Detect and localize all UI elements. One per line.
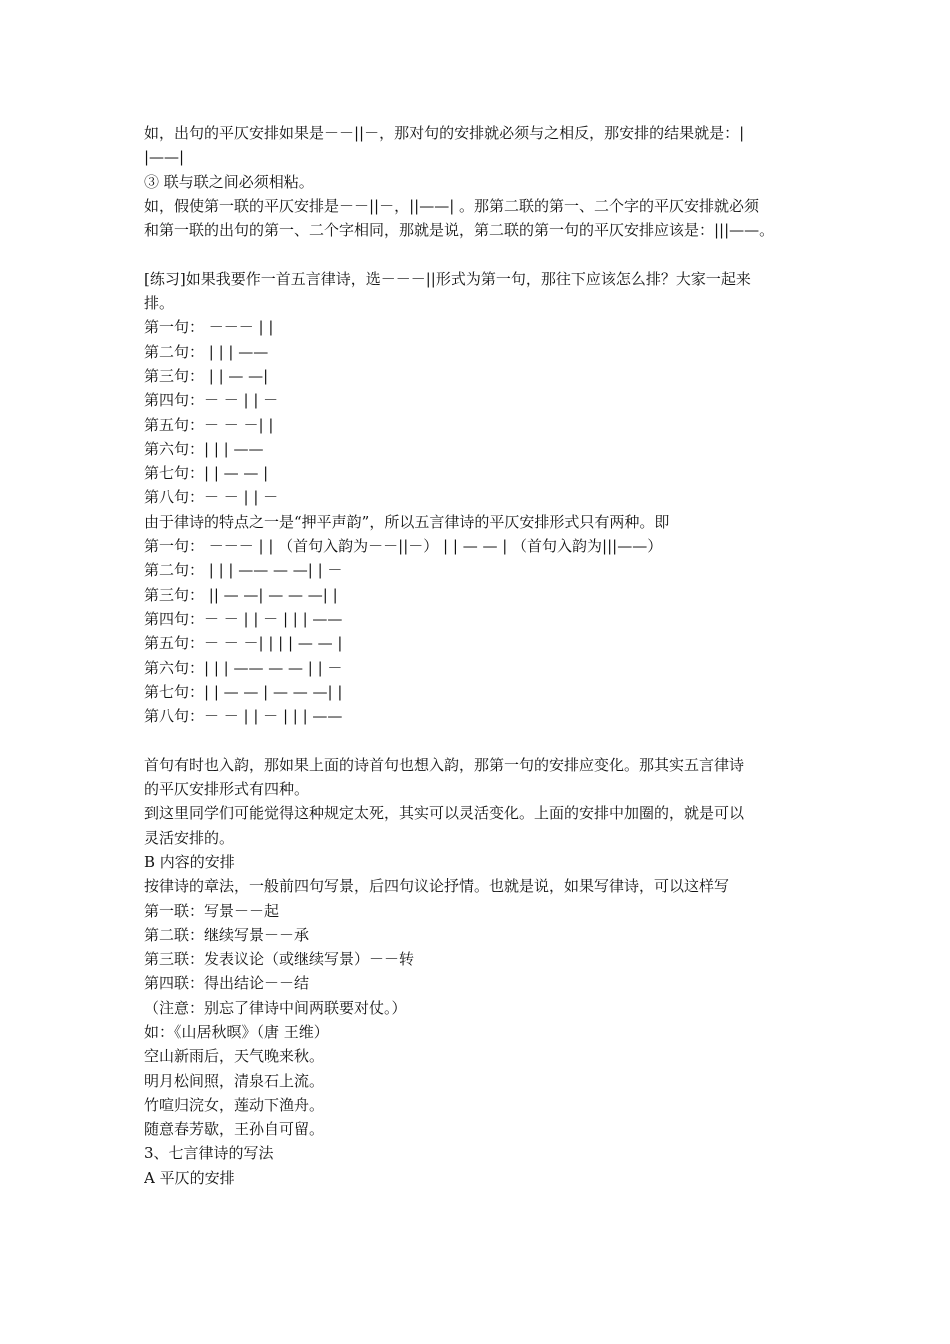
text-line: 第一句： －－－ | | （首句入韵为－－||－） | | — — | （首句入韵为|||——） bbox=[144, 537, 663, 556]
text-line: 第二句： | | | —— — —| | － bbox=[144, 561, 343, 580]
text-line: 第八句：－ － | | － bbox=[144, 488, 279, 507]
text-line: 随意春芳歇，王孙自可留。 bbox=[144, 1120, 325, 1139]
text-line: ③ 联与联之间必须相粘。 bbox=[144, 172, 314, 191]
text-line: [练习]如果我要作一首五言律诗，选－－－||形式为第一句，那往下应该怎么排？大家一起来 bbox=[144, 269, 751, 288]
text-line: 如，假使第一联的平仄安排是－－||－，||——| 。那第二联的第一、二个字的平仄安排就必须 bbox=[144, 196, 760, 215]
text-line: 第一联：写景－－起 bbox=[144, 901, 280, 920]
text-line: 的平仄安排形式有四种。 bbox=[144, 780, 310, 799]
text-line: 按律诗的章法，一般前四句写景，后四句议论抒情。也就是说，如果写律诗，可以这样写 bbox=[144, 877, 730, 896]
text-line: 到这里同学们可能觉得这种规定太死，其实可以灵活变化。上面的安排中加圈的，就是可以 bbox=[144, 804, 745, 823]
text-line: 首句有时也入韵，那如果上面的诗首句也想入韵，那第一句的安排应变化。那其实五言律诗 bbox=[144, 755, 745, 774]
text-line: 第五句：－ － －| | bbox=[144, 415, 274, 434]
text-line: 第六句：| | | —— bbox=[144, 439, 264, 458]
text-line: 如，出句的平仄安排如果是－－||－，那对句的安排就必须与之相反，那安排的结果就是：| bbox=[144, 124, 745, 142]
text-line: 第七句：| | — — | — — —| | bbox=[144, 682, 343, 701]
text-line: 第四句：－ － | | － | | | —— bbox=[144, 609, 343, 628]
text-line: 竹喧归浣女，莲动下渔舟。 bbox=[144, 1095, 325, 1114]
blank-line bbox=[144, 242, 810, 266]
text-line: 如：《山居秋暝》（唐 王维） bbox=[144, 1022, 329, 1041]
text-line: 和第一联的出句的第一、二个字相同，那就是说，第二联的第一句的平仄安排应该是：|||——。 bbox=[144, 221, 775, 240]
text-line: 灵活安排的。 bbox=[144, 828, 235, 847]
blank-line bbox=[144, 728, 810, 752]
text-line: 排。 bbox=[144, 294, 175, 313]
text-line: 第三联：发表议论（或继续写景）－－转 bbox=[144, 950, 415, 969]
text-line: 第二联：继续写景－－承 bbox=[144, 925, 310, 944]
text-line: 第七句：| | — — | bbox=[144, 464, 269, 483]
document-body bbox=[144, 121, 810, 1190]
text-line: 第一句： －－－ | | bbox=[144, 318, 274, 337]
text-line: 第五句：－ － －| | | | — — | bbox=[144, 634, 343, 653]
text-line: 第三句： | | — —| bbox=[144, 366, 269, 385]
text-line: 由于律诗的特点之一是“押平声韵”，所以五言律诗的平仄安排形式只有两种。即 bbox=[144, 512, 670, 531]
text-line: 第四句：－ － | | － bbox=[144, 391, 279, 410]
text-line: B 内容的安排 bbox=[144, 852, 235, 871]
text-line: 3、七言律诗的写法 bbox=[144, 1144, 274, 1163]
text-line: A 平仄的安排 bbox=[144, 1168, 235, 1187]
text-line: 第八句：－ － | | － | | | —— bbox=[144, 707, 343, 726]
text-line: （注意：别忘了律诗中间两联要对仗。） bbox=[144, 998, 407, 1017]
text-line: 明月松间照，清泉石上流。 bbox=[144, 1071, 325, 1090]
text-line: 第三句： || — —| — — —| | bbox=[144, 585, 338, 604]
text-line: 第六句：| | | —— — — | | － bbox=[144, 658, 343, 677]
text-line: 第二句： | | | —— bbox=[144, 342, 269, 361]
text-line: 第四联：得出结论－－结 bbox=[144, 974, 310, 993]
text-line: 空山新雨后，天气晚来秋。 bbox=[144, 1047, 325, 1066]
text-line: |——| bbox=[144, 148, 185, 167]
